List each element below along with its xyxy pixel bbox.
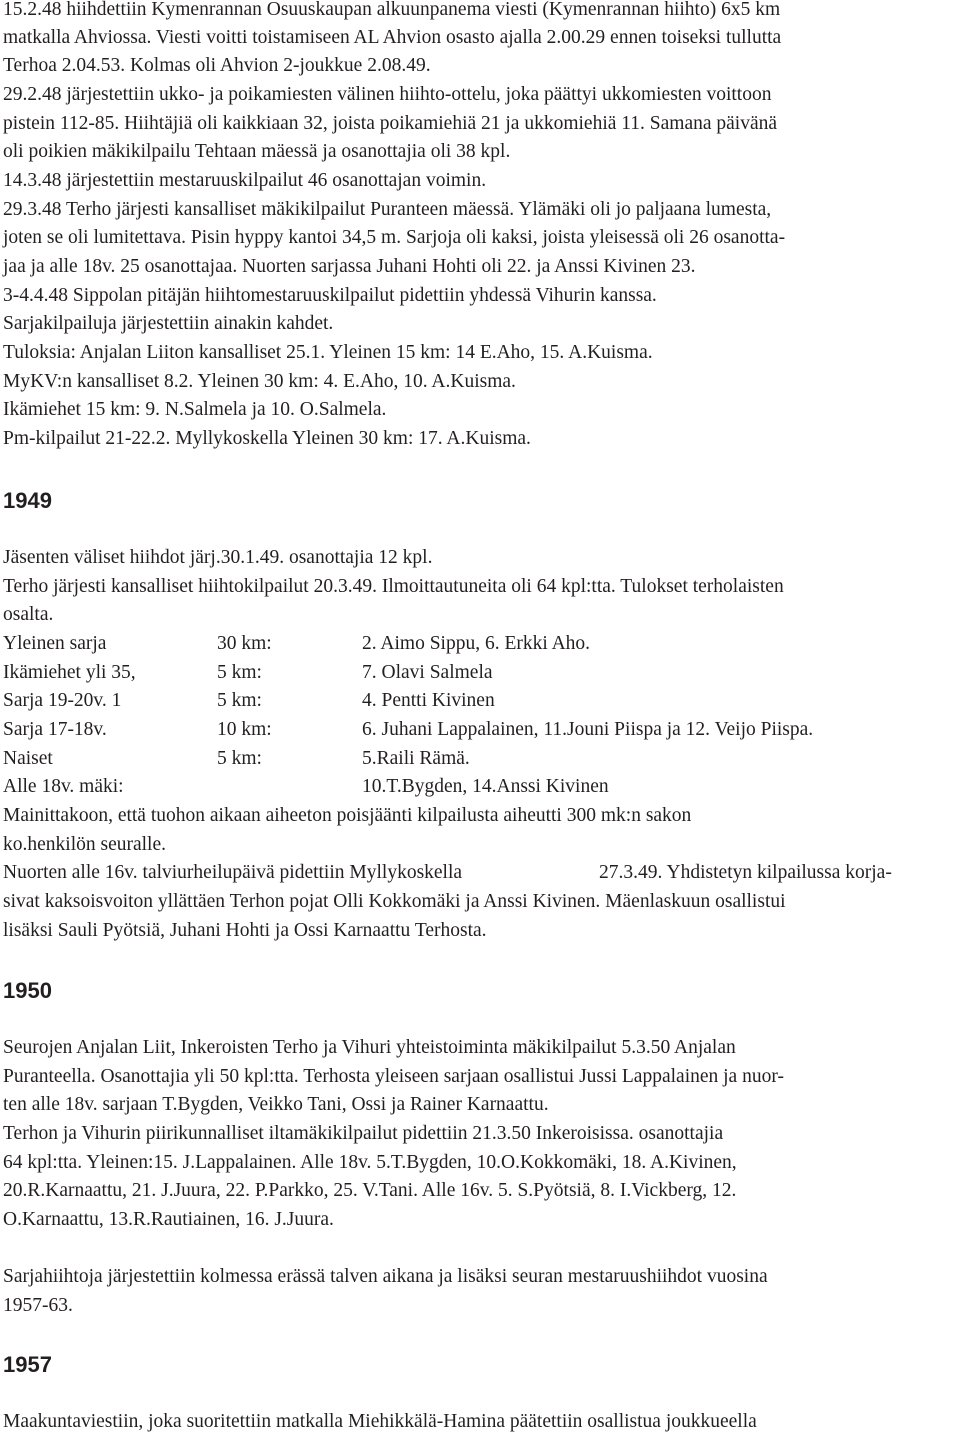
text-line: 14.3.48 järjestettiin mestaruuskilpailut 46 osanottajan voimin. bbox=[3, 170, 487, 191]
text-line: ko.henkilön seuralle. bbox=[3, 834, 166, 855]
section-heading-1957: 1957 bbox=[3, 1352, 52, 1377]
text-line-continuation: 27.3.49. Yhdistetyn kilpailussa korja- bbox=[599, 862, 892, 883]
series-cell: Alle 18v. mäki: bbox=[3, 776, 124, 797]
text-line: 64 kpl:tta. Yleinen:15. J.Lappalainen. Alle 18v. 5.T.Bygden, 10.O.Kokkomäki, 18. A.Kivinen, bbox=[3, 1152, 737, 1173]
series-cell: Yleinen sarja bbox=[3, 633, 107, 654]
text-line: pistein 112-85. Hiihtäjiä oli kaikkiaan 32, joista poikamiehiä 21 ja ukkomiehiä 11. Samana päivänä bbox=[3, 113, 778, 134]
section-heading-1950: 1950 bbox=[3, 978, 52, 1003]
text-line: ten alle 18v. sarjaan T.Bygden, Veikko Tani, Ossi ja Rainer Karnaattu. bbox=[3, 1094, 549, 1115]
text-line: Nuorten alle 16v. talviurheilupäivä pidettiin Myllykoskella bbox=[3, 862, 463, 883]
distance-cell: 5 km: bbox=[217, 748, 262, 769]
text-line: Seurojen Anjalan Liit, Inkeroisten Terho ja Vihuri yhteistoiminta mäkikilpailut 5.3.50 Anjalan bbox=[3, 1037, 736, 1058]
text-line: 29.2.48 järjestettiin ukko- ja poikamiesten välinen hiihto-ottelu, joka päättyi ukkomiesten voittoon bbox=[3, 84, 772, 105]
text-line: Jäsenten väliset hiihdot järj.30.1.49. osanottajia 12 kpl. bbox=[3, 547, 433, 568]
text-line: matkalla Ahviossa. Viesti voitti toistamiseen AL Ahvion osasto ajalla 2.00.29 ennen toiseksi tullutta bbox=[3, 27, 782, 48]
series-cell: Sarja 19-20v. 1 bbox=[3, 690, 122, 711]
text-line: Maakuntaviestiin, joka suoritettiin matkalla Miehikkälä-Hamina päätettiin osallistua joukkueella bbox=[3, 1411, 757, 1432]
text-line: oli poikien mäkikilpailu Tehtaan mäessä ja osanottajia oli 38 kpl. bbox=[3, 141, 511, 162]
text-line: jaa ja alle 18v. 25 osanottajaa. Nuorten sarjassa Juhani Hohti oli 22. ja Anssi Kivinen 23. bbox=[3, 256, 696, 277]
text-line: Terhon ja Vihurin piirikunnalliset iltamäkikilpailut pidettiin 21.3.50 Inkeroisissa. osanottajia bbox=[3, 1123, 724, 1144]
result-cell: 7. Olavi Salmela bbox=[362, 662, 493, 683]
distance-cell: 5 km: bbox=[217, 690, 262, 711]
series-cell: Naiset bbox=[3, 748, 53, 769]
text-line: Mainittakoon, että tuohon aikaan aiheeton poisjäänti kilpailusta aiheutti 300 mk:n sakon bbox=[3, 805, 692, 826]
text-line: Pm-kilpailut 21-22.2. Myllykoskella Yleinen 30 km: 17. A.Kuisma. bbox=[3, 428, 531, 449]
text-line: sivat kaksoisvoiton yllättäen Terhon pojat Olli Kokkomäki ja Anssi Kivinen. Mäenlaskuun osallistui bbox=[3, 891, 786, 912]
text-line: osalta. bbox=[3, 604, 54, 625]
text-line: Puranteella. Osanottajia yli 50 kpl:tta. Terhosta yleiseen sarjaan osallistui Jussi Lappalainen ja nuor- bbox=[3, 1066, 784, 1087]
result-cell: 5.Raili Rämä. bbox=[362, 748, 470, 769]
text-line: 3-4.4.48 Sippolan pitäjän hiihtomestaruuskilpailut pidettiin yhdessä Vihurin kanssa. bbox=[3, 285, 657, 306]
text-line: Sarjahiihtoja järjestettiin kolmessa erässä talven aikana ja lisäksi seuran mestaruushiihdot vuosina bbox=[3, 1266, 768, 1287]
text-line: Terho järjesti kansalliset hiihtokilpailut 20.3.49. Ilmoittautuneita oli 64 kpl:tta. Tulokset terholaisten bbox=[3, 576, 784, 597]
text-line: MyKV:n kansalliset 8.2. Yleinen 30 km: 4. E.Aho, 10. A.Kuisma. bbox=[3, 371, 516, 392]
text-line: Tuloksia: Anjalan Liiton kansalliset 25.1. Yleinen 15 km: 14 E.Aho, 15. A.Kuisma. bbox=[3, 342, 653, 363]
result-cell: 2. Aimo Sippu, 6. Erkki Aho. bbox=[362, 633, 591, 654]
text-line: lisäksi Sauli Pyötsiä, Juhani Hohti ja Ossi Karnaattu Terhosta. bbox=[3, 920, 487, 941]
text-line: Sarjakilpailuja järjestettiin ainakin kahdet. bbox=[3, 313, 334, 334]
text-line: 20.R.Karnaattu, 21. J.Juura, 22. P.Parkko, 25. V.Tani. Alle 16v. 5. S.Pyötsiä, 8. I.Vickberg, 12. bbox=[3, 1180, 737, 1201]
text-line: joten se oli lumitettava. Pisin hyppy kantoi 34,5 m. Sarjoja oli kaksi, joista yleisessä oli 26 osanotta- bbox=[3, 227, 786, 248]
result-cell: 10.T.Bygden, 14.Anssi Kivinen bbox=[362, 776, 609, 797]
distance-cell: 5 km: bbox=[217, 662, 262, 683]
text-line: 15.2.48 hiihdettiin Kymenrannan Osuuskaupan alkuunpanema viesti (Kymenrannan hiihto) 6x5 km bbox=[3, 0, 781, 20]
series-cell: Sarja 17-18v. bbox=[3, 719, 107, 740]
section-heading-1949: 1949 bbox=[3, 488, 52, 513]
text-line: O.Karnaattu, 13.R.Rautiainen, 16. J.Juura. bbox=[3, 1209, 334, 1230]
text-line: 1957-63. bbox=[3, 1295, 73, 1316]
text-line: Ikämiehet 15 km: 9. N.Salmela ja 10. O.Salmela. bbox=[3, 399, 387, 420]
result-cell: 6. Juhani Lappalainen, 11.Jouni Piispa ja 12. Veijo Piispa. bbox=[362, 719, 814, 740]
text-line: 29.3.48 Terho järjesti kansalliset mäkikilpailut Puranteen mäessä. Ylämäki oli jo paljaana lumesta, bbox=[3, 199, 772, 220]
result-cell: 4. Pentti Kivinen bbox=[362, 690, 495, 711]
distance-cell: 10 km: bbox=[217, 719, 272, 740]
text-line: Terhoa 2.04.53. Kolmas oli Ahvion 2-joukkue 2.08.49. bbox=[3, 55, 431, 76]
distance-cell: 30 km: bbox=[217, 633, 272, 654]
series-cell: Ikämiehet yli 35, bbox=[3, 662, 136, 683]
